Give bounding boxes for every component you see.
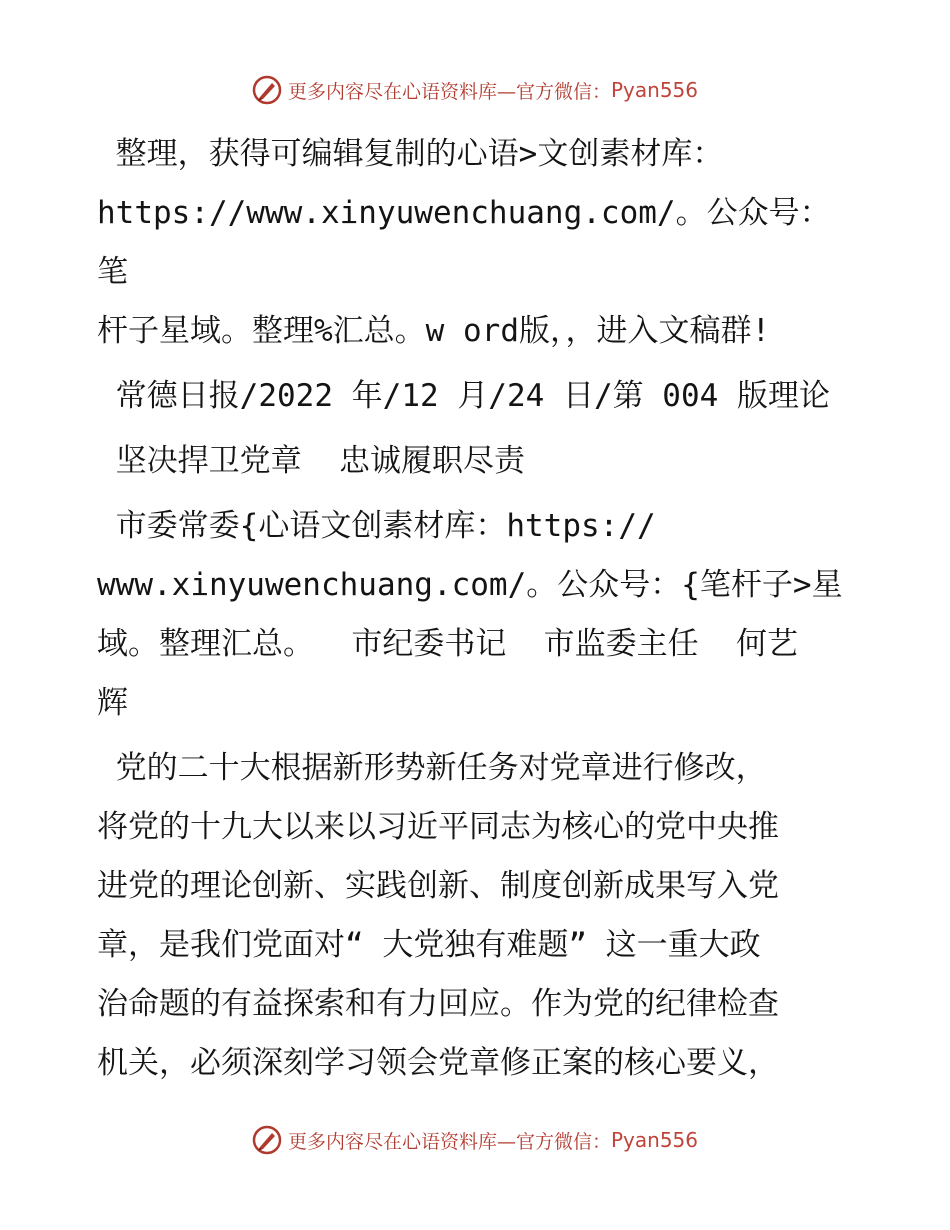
banner-text: 更多内容尽在心语资料库—官方微信： [287, 1130, 611, 1153]
paragraph-intro: 整理，获得可编辑复制的心语>文创素材库： https://www.xinyuwenchuang.com/。公众号：笔 杆子星域。整理%汇总。w ord版，，进入文稿群! [97, 136, 831, 349]
pen-logo-icon [252, 1125, 282, 1155]
article-title: 坚决捍卫党章 忠诚履职尽责 [97, 443, 525, 479]
paragraph-author: 市委常委{心语文创素材库：https:// www.xinyuwenchuang.com/。公众号：{笔杆子>星 域。整理汇总。 市纪委书记 市监委主任 何艺 辉 [97, 508, 843, 721]
banner-handle: Pyan556 [611, 78, 699, 102]
pen-logo-icon [252, 75, 282, 105]
banner-text: 更多内容尽在心语资料库—官方微信： [287, 80, 611, 103]
banner-handle: Pyan556 [611, 1128, 699, 1152]
header-banner [0, 70, 950, 110]
document-body [97, 125, 857, 1093]
footer-banner [0, 1120, 950, 1160]
paragraph-body: 党的二十大根据新形势新任务对党章进行修改， 将党的十九大以来以习近平同志为核心的党中央推 进党的理论创新、实践创新、制度创新成果写入党 章，是我们党面对“ 大党独有难题” 这一重大政 治命题的有益探索和有力回应。作为党的纪律检查 机关，必须深刻学习领会党章修正案的核心要义， [97, 750, 779, 1081]
paragraph-source: 常德日报/2022 年/12 月/24 日/第 004 版理论 [97, 378, 830, 414]
